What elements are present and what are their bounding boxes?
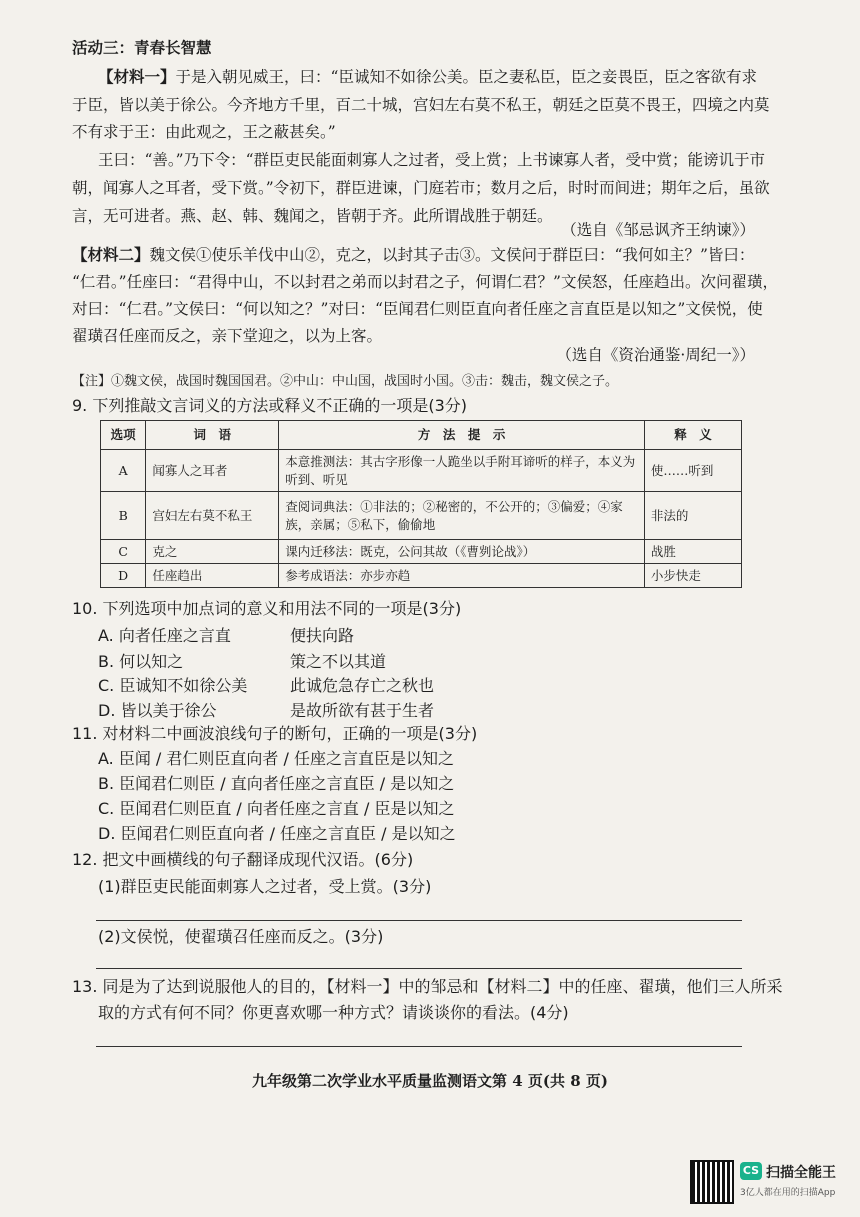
material1-line-3: 不有求于王：由此观之，王之蔽甚矣。” (72, 123, 336, 141)
q9-header-method: 方 法 提 示 (279, 421, 645, 450)
table-row: D 任座趋出 参考成语法：亦步亦趋 小步快走 (101, 564, 742, 588)
material1-line-5: 朝，闻寡人之耳者，受下赏。”令初下，群臣进谏，门庭若市；数月之后，时时而间进；期年之后，虽欲 (72, 179, 770, 197)
material1-line-1: 【材料一】于是入朝见威王，曰：“臣诚知不如徐公美。臣之妻私臣，臣之妾畏臣，臣之客欲有求 (98, 68, 757, 86)
q13-line-2: 取的方式有何不同？你更喜欢哪一种方式？请谈谈你的看法。(4分) (98, 1003, 569, 1022)
material1-line-6: 言，无可进者。燕、赵、韩、魏闻之，皆朝于齐。此所谓战胜于朝廷。 (72, 207, 553, 225)
q13-line-1: 13. 同是为了达到说服他人的目的，【材料一】中的邹忌和【材料二】中的任座、翟璜，他们三人所采 (72, 977, 783, 996)
q10-option-a-compare: 便扶向路 (290, 626, 355, 645)
material2-source: （选自《资治通鉴·周纪一》） (556, 346, 755, 364)
q10-option-b: B. 何以知之 (98, 652, 184, 671)
activity-title: 活动三：青春长智慧 (72, 39, 212, 57)
material1-line-2: 于臣，皆以美于徐公。今齐地方千里，百二十城，宫妇左右莫不私王，朝廷之臣莫不畏王，四境之内莫 (72, 96, 770, 114)
material1-source: （选自《邹忌讽齐王纳谏》） (561, 221, 755, 239)
q11-option-c: C. 臣闻君仁则臣直 / 向者任座之言直 / 臣是以知之 (98, 799, 455, 818)
q9-stem: 9. 下列推敲文言词义的方法或释义不正确的一项是(3分) (72, 396, 468, 415)
material2-label: 【材料二】 (72, 246, 150, 264)
q12-answer-line-2[interactable] (96, 968, 742, 969)
q9-header-word: 词 语 (146, 421, 279, 450)
watermark-app-name: 扫描全能王 (766, 1165, 836, 1181)
q9-header-meaning: 释 义 (644, 421, 741, 450)
table-row: B 宫妇左右莫不私王 查阅词典法：①非法的；②秘密的，不公开的；③偏爱；④家族，亲属；⑤私下，偷偷地 非法的 (101, 492, 742, 540)
q13-answer-line[interactable] (96, 1046, 742, 1047)
q10-option-c: C. 臣诚知不如徐公美 (98, 676, 248, 695)
q11-option-a: A. 臣闻 / 君仁则臣直向者 / 任座之言直臣是以知之 (98, 749, 454, 768)
q12-sub2: (2)文侯悦，使翟璜召任座而反之。(3分) (98, 927, 384, 946)
page-footer: 九年级第二次学业水平质量监测语文第 4 页(共 8 页) (252, 1072, 608, 1090)
q12-answer-line-1[interactable] (96, 920, 742, 921)
q10-stem: 10. 下列选项中加点词的意义和用法不同的一项是(3分) (72, 599, 462, 618)
table-row: C 克之 课内迁移法：既克，公问其故（《曹刿论战》） 战胜 (101, 540, 742, 564)
q10-option-d: D. 皆以美于徐公 (98, 701, 217, 720)
q10-option-c-compare: 此诚危急存亡之秋也 (290, 676, 435, 695)
watermark-tagline: 3亿人都在用的扫描App (740, 1188, 836, 1198)
q10-option-b-compare: 策之不以其道 (290, 652, 387, 671)
table-row: A 闻寡人之耳者 本意推测法：其古字形像一人跪坐以手附耳谛听的样子，本义为听到、听见 使……听到 (101, 450, 742, 492)
q11-stem: 11. 对材料二中画波浪线句子的断句，正确的一项是(3分) (72, 724, 478, 743)
q9-table-header (101, 421, 742, 450)
material2-line-4: 翟璜召任座而反之，亲下堂迎之，以为上客。 (72, 327, 383, 345)
annotation-note: 【注】①魏文侯，战国时魏国国君。②中山：中山国，战国时小国。③击：魏击，魏文侯之子。 (72, 374, 619, 389)
q12-sub1: (1)群臣吏民能面刺寡人之过者，受上赏。(3分) (98, 877, 432, 896)
qr-code-icon (690, 1160, 734, 1204)
q12-stem: 12. 把文中画横线的句子翻译成现代汉语。(6分) (72, 850, 414, 869)
scanner-watermark (690, 1160, 850, 1208)
material1-line-4: 王曰：“善。”乃下令：“群臣吏民能面刺寡人之过者，受上赏；上书谏寡人者，受中赏；能谤讥于市 (98, 151, 766, 169)
q11-option-d: D. 臣闻君仁则臣直向者 / 任座之言直臣 / 是以知之 (98, 824, 456, 843)
material2-line-1: 【材料二】魏文侯①使乐羊伐中山②，克之，以封其子击③。文侯问于群臣曰：“我何如主？”皆曰： (72, 246, 755, 264)
material1-label: 【材料一】 (98, 68, 176, 86)
camscanner-logo-icon: CS (740, 1162, 762, 1180)
q11-option-b: B. 臣闻君仁则臣 / 直向者任座之言直臣 / 是以知之 (98, 774, 455, 793)
q10-option-a: A. 向者任座之言直 (98, 626, 231, 645)
material2-line-2: “仁君。”任座曰：“君得中山，不以封君之弟而以封君之子，何谓仁君？”文侯怒，任座趋出。次问翟璜， (72, 273, 778, 291)
q9-header-option: 选项 (101, 421, 146, 450)
q10-option-d-compare: 是故所欲有甚于生者 (290, 701, 435, 720)
material2-line-3: 对曰：“仁君。”文侯曰：“何以知之？”对曰：“臣闻君仁则臣直向者任座之言直臣是以知之”文侯悦，使 (72, 300, 763, 318)
q9-table (100, 420, 742, 588)
